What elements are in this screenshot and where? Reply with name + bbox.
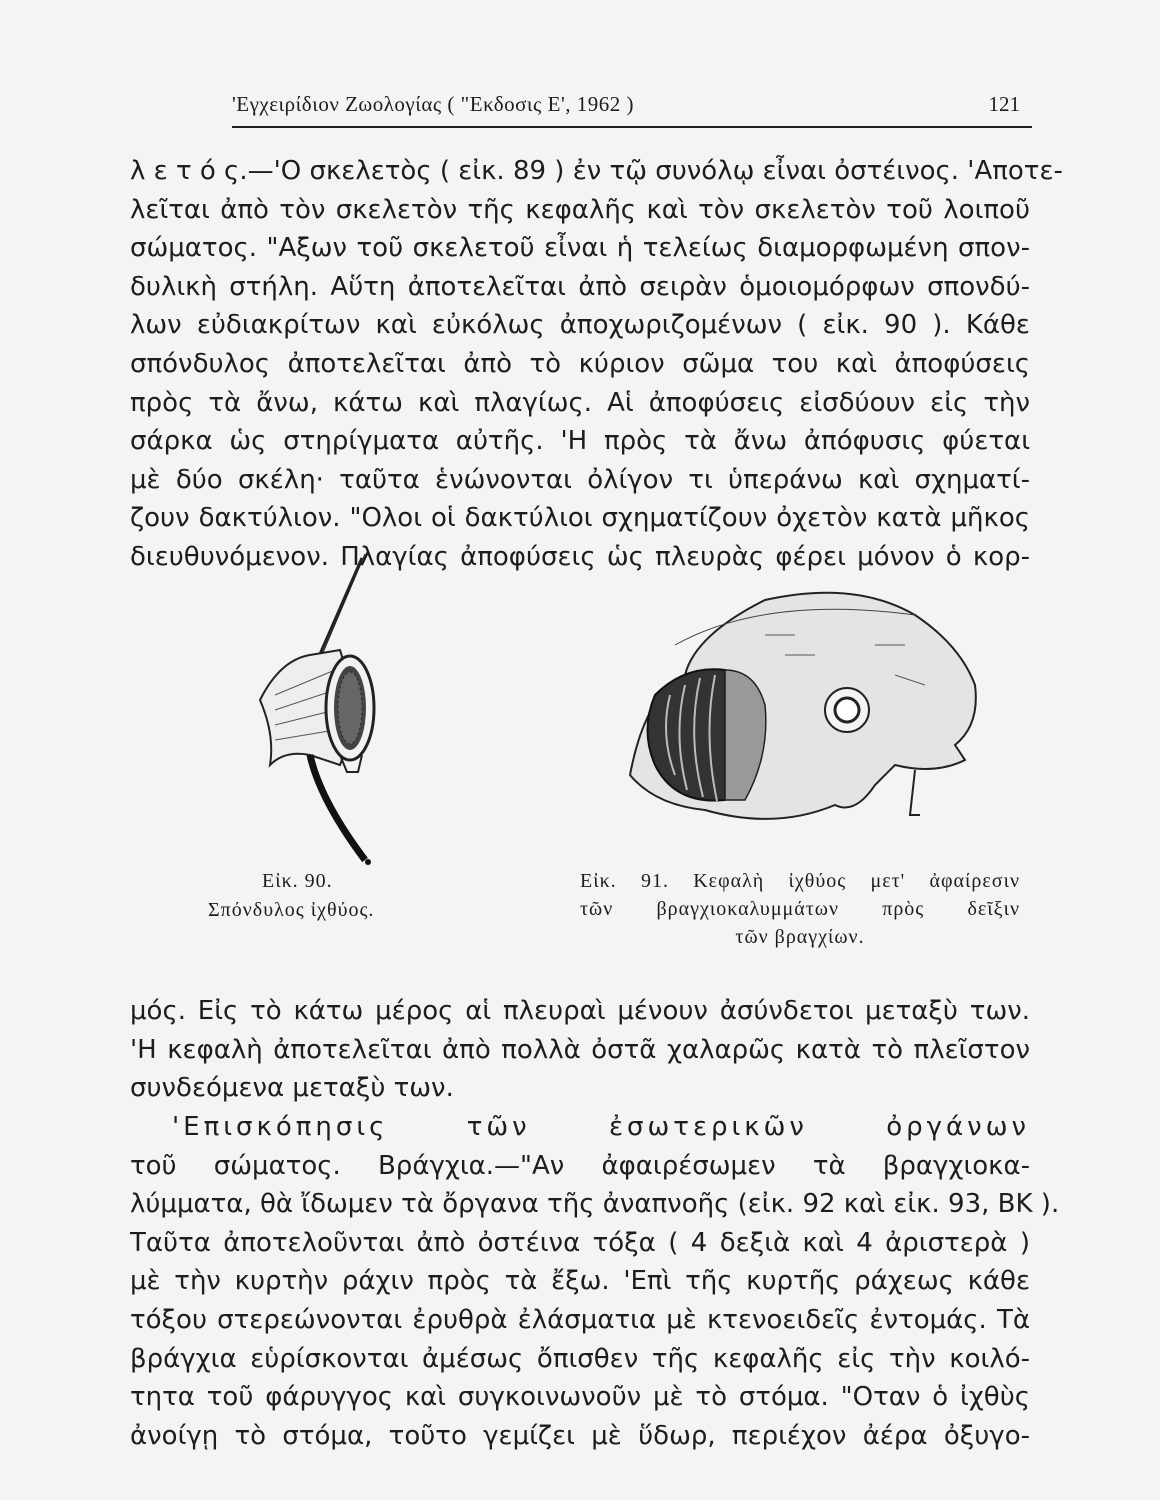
text-line: τοῦ σώματος. Βράγχια.—"Αν ἀφαιρέσωμεν τὰ βραγχιοκα- bbox=[130, 1150, 1030, 1181]
text-line: βράγχια εὑρίσκονται ἀμέσως ὄπισθεν τῆς κεφαλῆς εἰς τὴν κοιλό- bbox=[130, 1343, 1030, 1374]
text-line: τόξου στερεώνονται ἐρυθρὰ ἐλάσματια μὲ κτενοειδεῖς ἐντομάς. Τὰ bbox=[130, 1304, 1030, 1335]
text-line: σπόνδυλος ἀποτελεῖται ἀπὸ τὸ κύριον σῶμα του καὶ ἀποφύσεις bbox=[130, 348, 1030, 379]
text-line: 'Η κεφαλὴ ἀποτελεῖται ἀπὸ πολλὰ ὀστᾶ χαλαρῶς κατὰ τὸ πλεῖστον bbox=[130, 1034, 1030, 1065]
text-line: ἀνοίγῃ τὸ στόμα, τοῦτο γεμίζει μὲ ὕδωρ, περιέχον ἀέρα ὀξυγο- bbox=[130, 1420, 1030, 1451]
text-line: Ταῦτα ἀποτελοῦνται ἀπὸ ὀστέινα τόξα ( 4 δεξιὰ καὶ 4 ἀριστερὰ ) bbox=[130, 1227, 1030, 1258]
section-heading-line: 'Επισκόπησις τῶν ἐσωτερικῶν ὀργάνων bbox=[172, 1112, 1030, 1142]
figure-91-caption-line: Εἰκ. 91. Κεφαλὴ ἰχθύος μετ' ἀφαίρεσιν bbox=[580, 870, 1020, 892]
page-number: 121 bbox=[988, 92, 1020, 116]
vertebra-illustration bbox=[240, 550, 410, 870]
text-line: σάρκα ὡς στηρίγματα αὐτῆς. 'Η πρὸς τὰ ἄνω ἀπόφυσις φύεται bbox=[130, 426, 1030, 457]
text-line: σώματος. "Αξων τοῦ σκελετοῦ εἶναι ἡ τελείως διαμορφωμένη σπον- bbox=[130, 233, 1030, 264]
text-line: λων εὐδιακρίτων καὶ εὐκόλως ἀποχωριζομένων ( εἰκ. 90 ). Κάθε bbox=[130, 310, 1030, 341]
top-paragraph bbox=[130, 152, 1063, 577]
bottom-paragraph-1 bbox=[130, 992, 1030, 1108]
text-line: λ ε τ ό ς.—'Ο σκελετὸς ( εἰκ. 89 ) ἐν τῷ συνόλῳ εἶναι ὀστέινος. 'Αποτε- bbox=[130, 156, 1063, 186]
header-rule bbox=[232, 126, 1032, 128]
text-line: λεῖται ἀπὸ τὸν σκελετὸν τῆς κεφαλῆς καὶ τὸν σκελετὸν τοῦ λοιποῦ bbox=[130, 194, 1030, 225]
text-line: μός. Εἰς τὸ κάτω μέρος αἱ πλευραὶ μένουν ἀσύνδετοι μεταξὺ των. bbox=[130, 996, 1030, 1026]
text-line: ζουν δακτύλιον. "Ολοι οἱ δακτύλιοι σχηματίζουν ὀχετὸν κατὰ μῆκος bbox=[130, 503, 1030, 534]
figure-90-caption: Σπόνδυλος ἰχθύος. bbox=[208, 899, 375, 921]
fish-head-illustration bbox=[615, 575, 985, 855]
text-line: δυλικὴ στήλη. Αὕτη ἀποτελεῖται ἀπὸ σειρὰν ὁμοιομόρφων σπονδύ- bbox=[130, 271, 1030, 302]
text-line: λύμματα, θὰ ἴδωμεν τὰ ὄργανα τῆς ἀναπνοῆς (εἰκ. 92 καὶ εἰκ. 93, ΒΚ ). bbox=[130, 1189, 1060, 1220]
book-title: 'Εγχειρίδιον Ζωολογίας ( "Εκδοσις Ε', 1962 ) bbox=[232, 92, 634, 116]
running-header bbox=[232, 90, 1032, 120]
figure-91-caption-line: τῶν βραγχιοκαλυμμάτων πρὸς δεῖξιν bbox=[580, 898, 1020, 920]
text-line: συνδεόμενα μεταξὺ των. bbox=[130, 1073, 454, 1104]
text-line: πρὸς τὰ ἄνω, κάτω καὶ πλαγίως. Αἱ ἀποφύσεις εἰσδύουν εἰς τὴν bbox=[130, 387, 1030, 418]
text-line: διευθυνόμενον. Πλαγίας ἀποφύσεις ὡς πλευρὰς φέρει μόνον ὁ κορ- bbox=[130, 541, 1030, 572]
figure-90-label: Εἰκ. 90. bbox=[262, 870, 333, 892]
text-line: μὲ τὴν κυρτὴν ράχιν πρὸς τὰ ἔξω. 'Επὶ τῆς κυρτῆς ράχεως κάθε bbox=[130, 1266, 1030, 1297]
text-line: μὲ δύο σκέλη· ταῦτα ἑνώνονται ὀλίγον τι ὑπεράνω καὶ σχηματί- bbox=[130, 464, 1030, 495]
bottom-paragraph-2 bbox=[130, 1108, 1060, 1455]
figure-91-caption-line: τῶν βραγχίων. bbox=[735, 926, 865, 948]
text-line: τητα τοῦ φάρυγγος καὶ συγκοινωνοῦν μὲ τὸ στόμα. "Οταν ὁ ἰχθὺς bbox=[130, 1382, 1030, 1413]
